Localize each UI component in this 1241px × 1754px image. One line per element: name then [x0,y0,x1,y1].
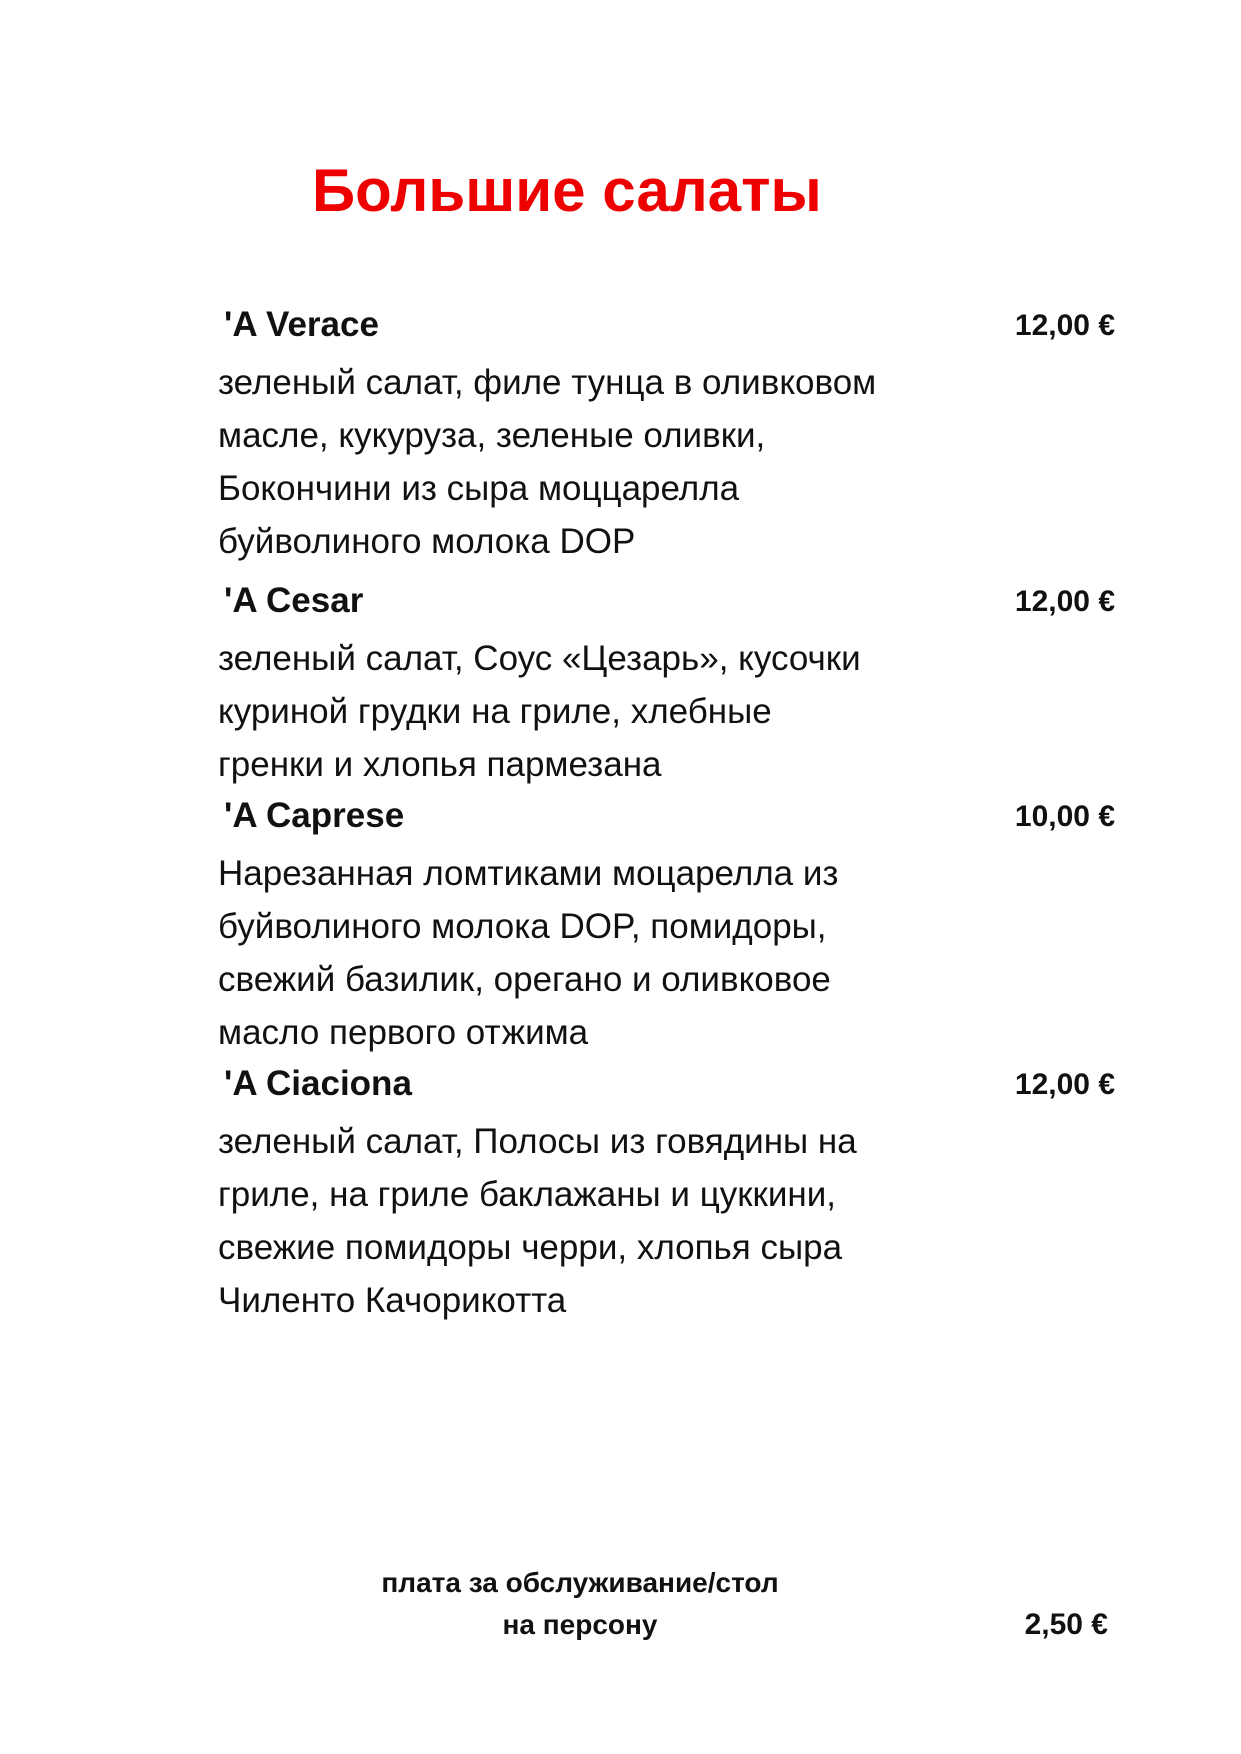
menu-item-name: 'A Cesar [224,581,364,620]
description-line: масле, кукуруза, зеленые оливки, [218,416,766,455]
description-line: свежий базилик, орегано и оливковое [218,960,831,999]
description-line: куриной грудки на гриле, хлебные [218,692,772,731]
menu-item-description [218,1115,978,1327]
menu-item-name: 'A Caprese [224,796,405,835]
menu-list [218,300,1118,1327]
menu-item-price: 12,00 € [1014,309,1115,342]
menu-item-header [218,1059,1118,1115]
page-title: Большие салаты [312,157,822,224]
service-charge-line: на персону [502,1609,658,1640]
description-line: зеленый салат, Соус «Цезарь», кусочки [218,639,861,678]
service-charge-price: 2,50 € [1024,1608,1108,1641]
menu-item-caprese [218,791,1118,1059]
service-charge-line: плата за обслуживание/стол [381,1567,779,1598]
description-line: свежие помидоры черри, хлопья сыра [218,1228,843,1267]
description-line: Бокончини из сыра моццарелла [218,469,740,508]
description-line: масло первого отжима [218,1013,589,1052]
menu-item-name: 'A Ciaciona [224,1064,412,1103]
service-charge-note [330,1562,830,1646]
menu-item-header [218,576,1118,632]
description-line: зеленый салат, Полосы из говядины на [218,1122,857,1161]
menu-item-description [218,847,978,1059]
menu-item-price: 10,00 € [1014,800,1115,833]
menu-item-ciaciona [218,1059,1118,1327]
description-line: зеленый салат, филе тунца в оливковом [218,363,877,402]
menu-item-description [218,632,978,791]
menu-item-name: 'A Verace [224,305,379,344]
menu-item-price: 12,00 € [1014,585,1115,618]
menu-item-header [218,300,1118,356]
description-line: гренки и хлопья пармезана [218,745,662,784]
description-line: Чиленто Качорикотта [218,1281,567,1320]
menu-item-cesar [218,576,1118,791]
description-line: буйволиного молока DOP [218,522,636,561]
description-line: гриле, на гриле баклажаны и цуккини, [218,1175,837,1214]
description-line: буйволиного молока DOP, помидоры, [218,907,827,946]
description-line: Нарезанная ломтиками моцарелла из [218,854,839,893]
menu-item-description [218,356,978,568]
menu-item-verace [218,300,1118,568]
menu-item-header [218,791,1118,847]
menu-item-price: 12,00 € [1014,1068,1115,1101]
